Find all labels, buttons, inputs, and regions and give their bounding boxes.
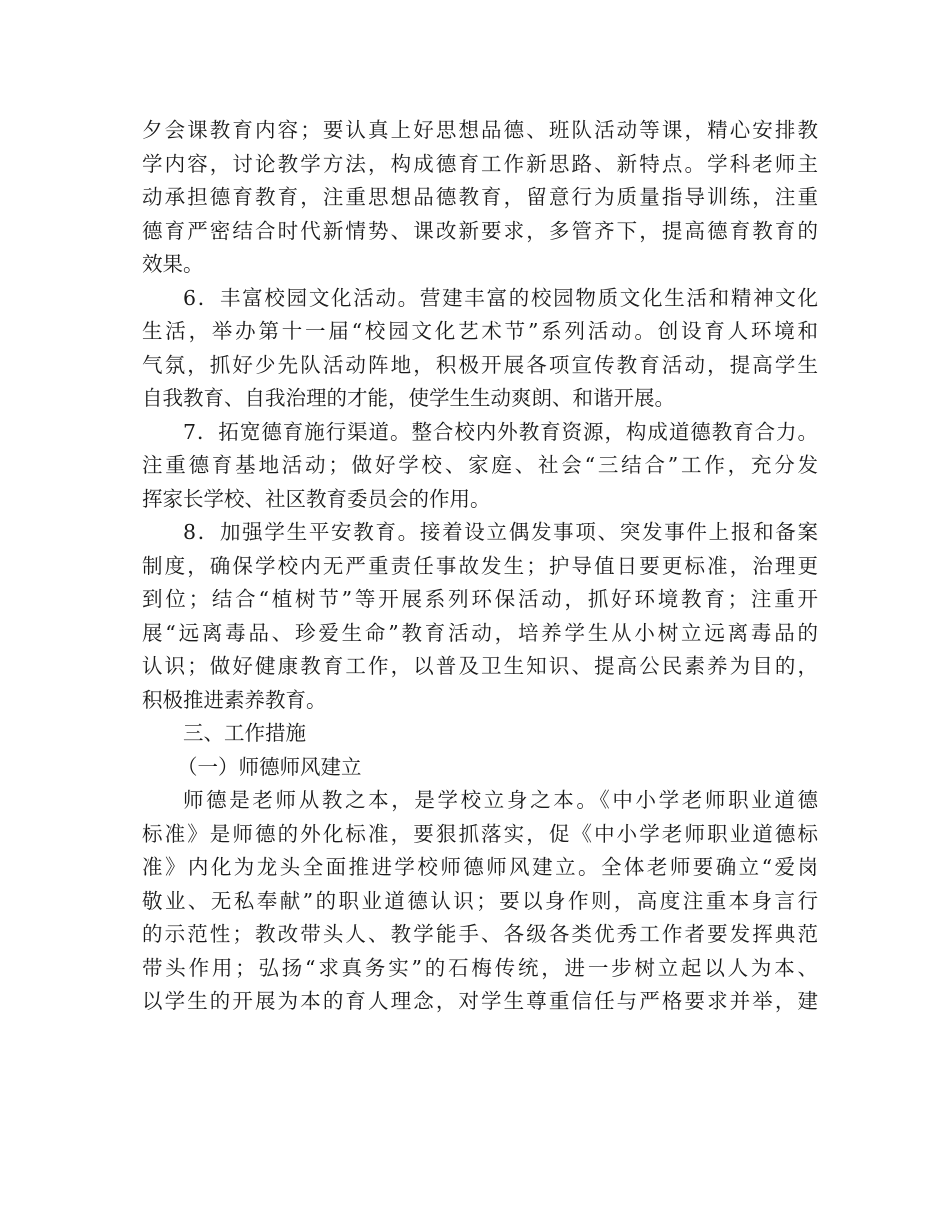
- text-line: 7．拓宽德育施行渠道。整合校内外教育资源，构成道德教育合力。: [183, 419, 818, 444]
- text-line: 夕会课教育内容；要认真上好思想品德、班队活动等课，精心安排教: [142, 118, 818, 142]
- text-line: （一）师德师风建立: [177, 754, 362, 779]
- text-line: 8．加强学生平安教育。接着设立偶发事项、突发事件上报和备案: [183, 520, 818, 544]
- text-line: 效果。: [142, 252, 204, 276]
- text-line: 标准》是师德的外化标准，要狠抓落实，促《中小学老师职业道德标: [142, 821, 818, 846]
- text-line: 气氛，抓好少先队活动阵地，积极开展各项宣传教育活动，提高学生: [142, 352, 818, 377]
- text-line: 积极推进素养教育。: [142, 687, 327, 712]
- text-line: 6．丰富校园文化活动。营建丰富的校园物质文化生活和精神文化: [183, 285, 818, 310]
- text-line: 到位；结合“植树节”等开展系列环保活动，抓好环境教育；注重开: [142, 587, 818, 611]
- text-line: 注重德育基地活动；做好学校、家庭、社会“三结合”工作，充分发: [142, 453, 818, 477]
- text-line: 师德是老师从教之本，是学校立身之本。《中小学老师职业道德: [183, 788, 818, 812]
- text-line: 展“远离毒品、珍爱生命”教育活动，培养学生从小树立远离毒品的: [142, 620, 818, 645]
- text-line: 认识；做好健康教育工作，以普及卫生知识、提高公民素养为目的，: [142, 654, 818, 678]
- text-line: 动承担德育教育，注重思想品德教育，留意行为质量指导训练，注重: [142, 185, 818, 209]
- text-line: 制度，确保学校内无严重责任事故发生；护导值日要更标准，治理更: [142, 553, 818, 578]
- text-line: 以学生的开展为本的育人理念，对学生尊重信任与严格要求并举，建: [142, 989, 818, 1013]
- text-line: 三、工作措施: [183, 721, 306, 745]
- text-line: 的示范性；教改带头人、教学能手、各级各类优秀工作者要发挥典范: [142, 922, 818, 946]
- text-line: 敬业、无私奉献”的职业道德认识；要以身作则，高度注重本身言行: [142, 888, 818, 913]
- text-line: 带头作用；弘扬“求真务实”的石梅传统，进一步树立起以人为本、: [142, 955, 818, 980]
- text-line: 生活，举办第十一届“校园文化艺术节”系列活动。创设育人环境和: [142, 319, 818, 343]
- text-line: 德育严密结合时代新情势、课改新要求，多管齐下，提高德育教育的: [142, 218, 818, 243]
- text-line: 自我教育、自我治理的才能，使学生生动爽朗、和谐开展。: [142, 386, 675, 410]
- document-body: [142, 114, 842, 1019]
- text-line: 准》内化为龙头全面推进学校师德师风建立。全体老师要确立“爱岗: [142, 855, 818, 879]
- text-line: 学内容，讨论教学方法，构成德育工作新思路、新特点。学科老师主: [142, 151, 818, 176]
- text-line: 挥家长学校、社区教育委员会的作用。: [142, 486, 491, 511]
